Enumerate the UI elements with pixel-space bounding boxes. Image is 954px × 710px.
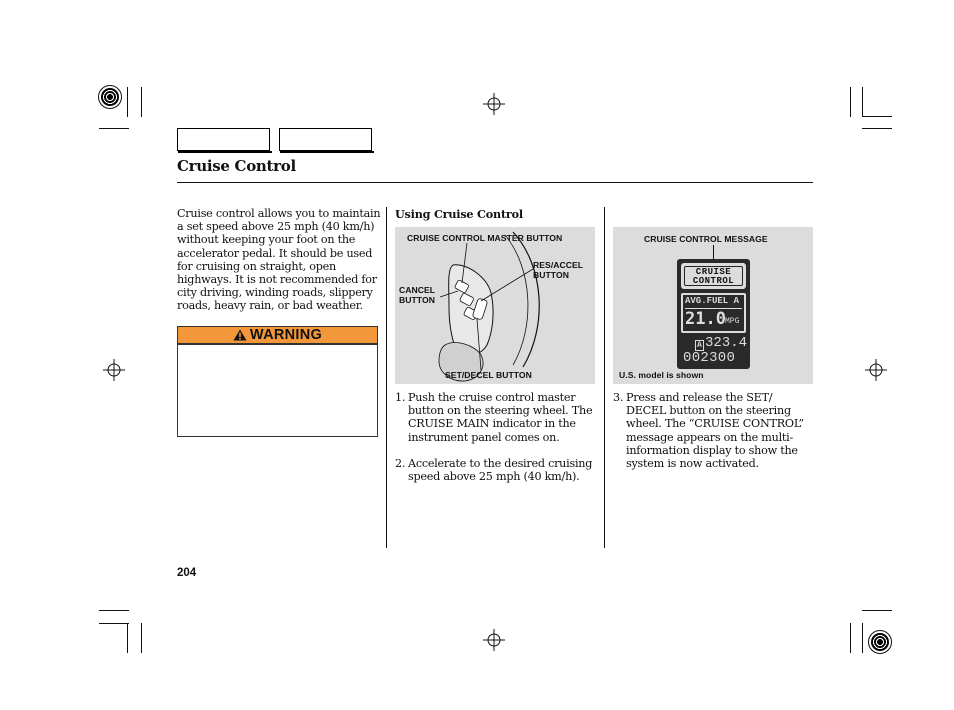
trip-prefix: A — [697, 341, 702, 350]
cancel-label — [399, 286, 435, 305]
registration-rosette-icon — [871, 633, 889, 651]
text-line: Push the cruise control master — [408, 391, 576, 404]
text-line: roads, heavy rain, or bad weather. — [177, 299, 363, 313]
text-line: DECEL button on the steering — [626, 404, 791, 418]
text-line: speed above 25 mph (40 km/h). — [408, 470, 580, 484]
text-line: Accelerate to the desired cruising — [408, 457, 593, 470]
cancel-label-line: BUTTON — [399, 294, 435, 305]
crop-mark — [862, 128, 892, 129]
crosshair-icon — [103, 359, 125, 381]
crop-mark — [127, 623, 128, 653]
trip-panel — [681, 336, 746, 366]
header-tab-1 — [177, 128, 270, 151]
crosshair-icon — [865, 359, 887, 381]
column-divider — [604, 207, 605, 548]
set-decel-label: SET/DECEL BUTTON — [445, 370, 532, 380]
text-line: Press and release the SET/ — [626, 391, 773, 404]
fuel-value: 21.0 — [685, 309, 726, 329]
text-line: instrument panel comes on. — [408, 430, 560, 444]
step-number: 3. — [613, 391, 624, 404]
text-line: without keeping your foot on the — [177, 233, 356, 247]
text-line: message appears on the multi- — [626, 430, 794, 444]
crop-mark — [141, 87, 142, 117]
avg-fuel-label: AVG.FUEL A — [685, 296, 740, 306]
crop-mark — [862, 623, 863, 653]
text-line: Cruise control allows you to maintain — [177, 207, 381, 220]
res-accel-label-line: RES/ACCEL — [533, 260, 584, 270]
text-line: city driving, winding roads, slippery — [177, 286, 373, 300]
crop-mark — [99, 623, 129, 624]
cancel-label-line: CANCEL — [399, 285, 436, 295]
step-number: 1. — [395, 391, 406, 404]
message-line: CRUISE — [695, 266, 732, 277]
intro-paragraph — [177, 207, 382, 313]
crosshair-icon — [483, 629, 505, 651]
page-title: Cruise Control — [177, 157, 296, 175]
text-line: a set speed above 25 mph (40 km/h) — [177, 220, 375, 234]
warning-triangle-icon — [233, 329, 247, 341]
crop-mark — [141, 623, 142, 653]
master-button-label: CRUISE CONTROL MASTER BUTTON — [407, 233, 563, 243]
warning-label: WARNING — [249, 327, 323, 343]
fuel-unit: MPG — [725, 317, 740, 326]
text-line: information display to show the — [626, 443, 798, 457]
multi-info-display — [677, 259, 750, 369]
crop-mark — [862, 116, 892, 117]
odometer-value: 002300 — [683, 350, 736, 366]
crop-mark — [99, 128, 129, 129]
message-label: CRUISE CONTROL MESSAGE — [644, 234, 768, 244]
steering-wheel-figure — [395, 227, 595, 384]
column-divider — [386, 207, 387, 548]
text-line: accelerator pedal. It should be used — [177, 246, 373, 260]
model-note: U.S. model is shown — [619, 370, 704, 380]
crop-mark — [862, 610, 892, 611]
step-text — [408, 457, 592, 483]
title-rule — [177, 182, 813, 183]
text-line: highways. It is not recommended for — [177, 273, 377, 287]
step-number: 2. — [395, 457, 406, 470]
text-line: button on the steering wheel. The — [408, 404, 593, 418]
text-line: CRUISE MAIN indicator in the — [408, 417, 576, 431]
trip-value: 323.4 — [705, 335, 748, 351]
page-number: 204 — [177, 567, 197, 579]
warning-box — [177, 344, 378, 437]
crop-mark — [850, 87, 851, 117]
crop-mark — [127, 87, 128, 117]
text-line: wheel. The “CRUISE CONTROL” — [626, 417, 804, 431]
res-accel-label — [533, 261, 583, 280]
message-frame — [684, 266, 743, 286]
step-text — [408, 391, 592, 444]
crop-mark — [850, 623, 851, 653]
text-line: system is now activated. — [626, 457, 759, 471]
crop-mark — [862, 87, 863, 117]
step-text — [626, 391, 804, 470]
registration-rosette-icon — [101, 88, 119, 106]
crop-mark — [99, 610, 129, 611]
message-line: CONTROL — [692, 276, 735, 286]
crosshair-icon — [483, 93, 505, 115]
fuel-panel — [681, 293, 746, 333]
header-tab-2 — [279, 128, 372, 151]
text-line: for cruising on straight, open — [177, 259, 336, 273]
steering-wheel-illustration — [395, 227, 595, 384]
res-accel-label-line: BUTTON — [533, 269, 569, 280]
warning-header — [177, 326, 378, 344]
cruise-control-message — [681, 263, 746, 289]
section-heading: Using Cruise Control — [395, 207, 523, 221]
